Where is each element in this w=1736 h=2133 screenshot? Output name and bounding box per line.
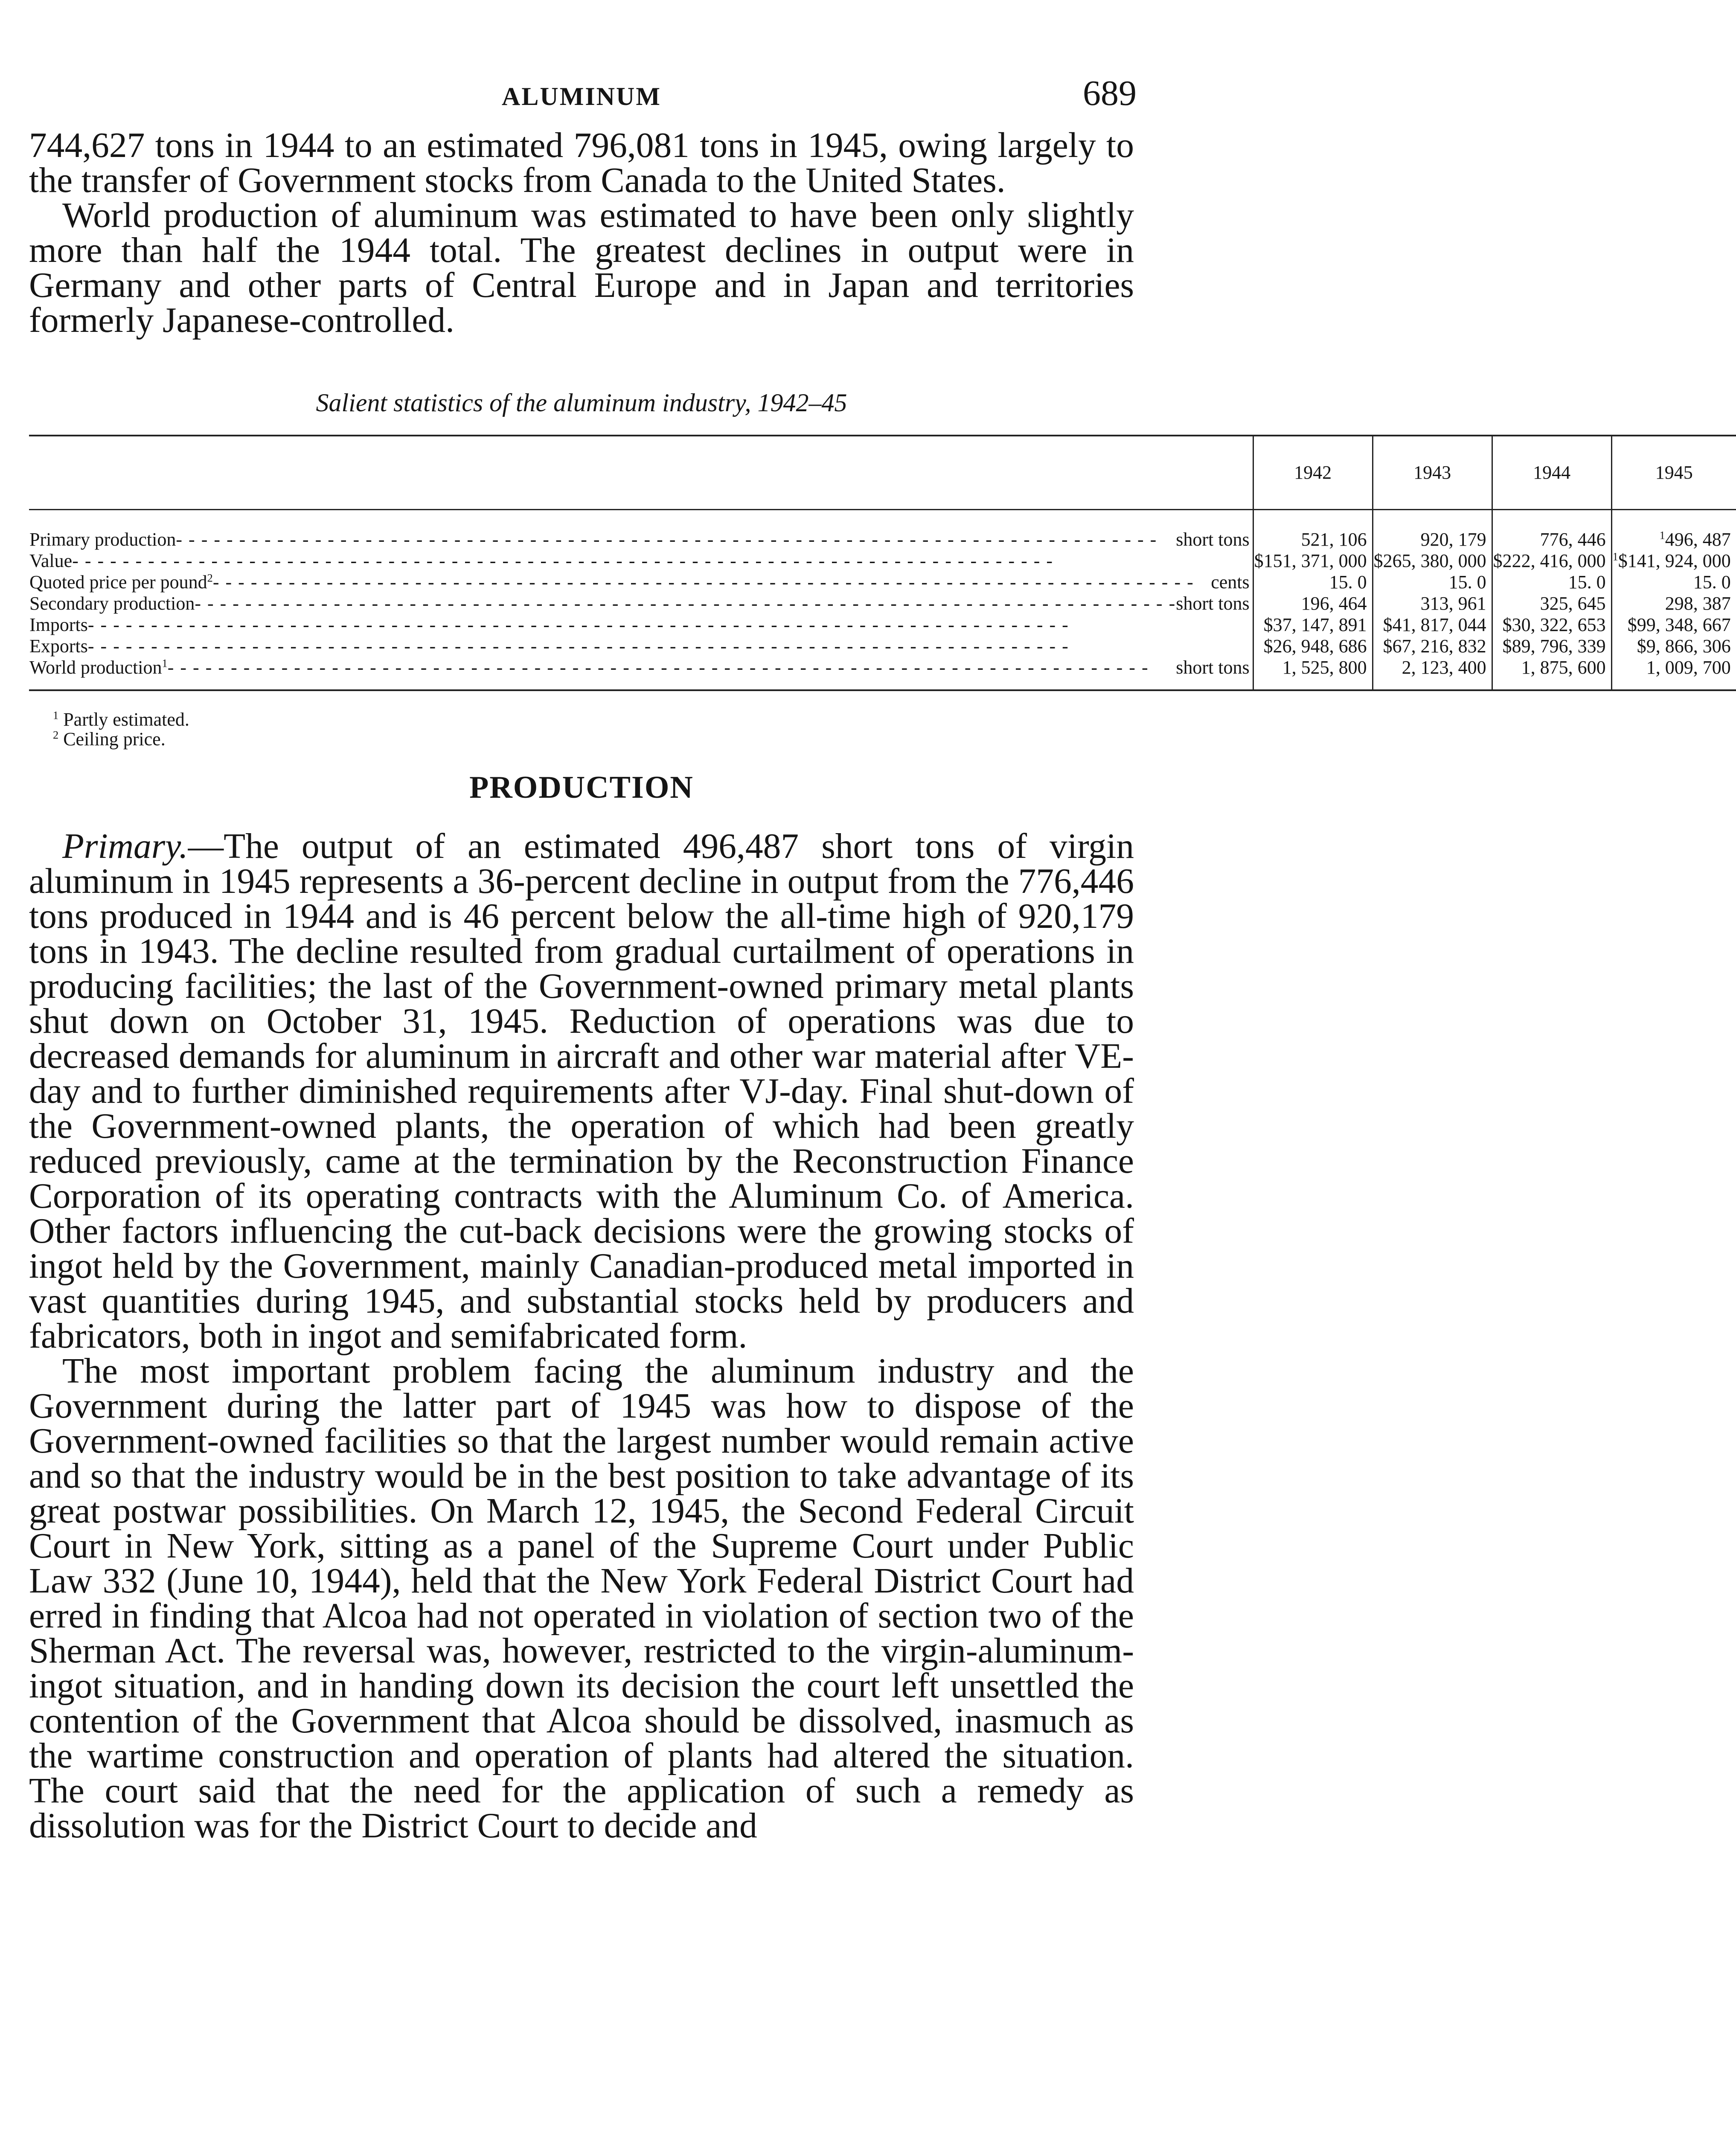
paragraph-lead-primary: Primary. [62,827,188,866]
cell-value: 15. 0 [1373,572,1492,593]
running-title: ALUMINUM [502,82,661,110]
row-label: Primary production - - - short tons [29,510,1253,551]
document-page [29,64,1731,1845]
table-row [29,572,1736,593]
cell-value: $9, 866, 306 [1611,636,1736,657]
row-label: Quoted price per pound$^2$ - - - cents [29,572,1253,593]
row-label: World production$^1$ - - - short tons [29,657,1253,690]
cell-value: 15. 0 [1253,572,1373,593]
production-paragraph-1 [29,829,1134,1354]
table-row [29,657,1736,690]
cell-value: $89, 796, 339 [1492,636,1611,657]
cell-value: $265, 380, 000 [1373,550,1492,572]
salient-statistics-table [29,435,1736,691]
column-header-1943: 1943 [1373,436,1492,510]
footnote-1: $^1$ Partly estimated. [53,709,189,730]
cell-value: 1, 009, 700 [1611,657,1736,690]
cell-value: $222, 416, 000 [1492,550,1611,572]
intro-paragraph-1: 744,627 tons in 1944 to an estimated 796,081 tons in 1945, owing largely to the transfer of Government stocks from Canada to the United States. [29,126,1134,200]
table-row [29,593,1736,614]
cell-value: $99, 348, 667 [1611,614,1736,636]
table-row [29,614,1736,636]
cell-value: $37, 147, 891 [1253,614,1373,636]
table-row [29,550,1736,572]
table-body [29,510,1736,691]
row-label: Secondary production - - - short tons [29,593,1253,614]
table-footnotes [53,710,1134,749]
table-caption: Salient statistics of the aluminum industry, 1942–45 [316,389,847,417]
table-row [29,636,1736,657]
cell-value: 1, 525, 800 [1253,657,1373,690]
cell-value: $67, 216, 832 [1373,636,1492,657]
cell-value: 298, 387 [1611,593,1736,614]
page-number: 689 [1083,73,1137,113]
cell-value: 521, 106 [1253,510,1373,551]
row-label: Exports - - - [29,636,1253,657]
cell-value: 2, 123, 400 [1373,657,1492,690]
row-label: Imports - - - [29,614,1253,636]
column-header-1945: 1945 [1611,436,1736,510]
production-paragraph-2: The most important problem facing the aluminum industry and the Government during the latter part of 1945 was how to dispose of the Government-owned facilities so that the largest number would remain active and so that the industry would be in the best position to take advantage of its great postwar possibilities. On March 12, 1945, the Second Federal Circuit Court in New York, sitting as a panel of the Supreme Court under Public Law 332 (June 10, 1944), held that the New York Federal District Court had erred in finding that Alcoa had not operated in violation of section two of the Sherman Act. The reversal was, however, restricted to the virgin-aluminum-ingot situation, and in handing down its decision the court left unsettled the contention of the Government that Alcoa should be dissolved, inasmuch as the wartime construction and operation of plants had altered the situation. The court said that the need for the application of such a remedy as dissolution was for the District Court to decide and [29,1351,1134,1845]
column-header-1942: 1942 [1253,436,1373,510]
intro-paragraph-2: World production of aluminum was estimated to have been only slightly more than half the 1944 total. The greatest declines in output were in Germany and other parts of Central Europe and in Japan and territories formerly Japanese-controlled. [29,196,1134,340]
cell-value: $30, 322, 653 [1492,614,1611,636]
table-row [29,510,1736,551]
cell-value: 15. 0 [1611,572,1736,593]
cell-value: 1, 875, 600 [1492,657,1611,690]
cell-value: 776, 446 [1492,510,1611,551]
section-heading: PRODUCTION [469,770,694,805]
cell-value: $151, 371, 000 [1253,550,1373,572]
row-label: Value - - - [29,550,1253,572]
footnote-2: $^2$ Ceiling price. [53,728,166,750]
running-header [29,64,1137,128]
cell-value: 313, 961 [1373,593,1492,614]
cell-value: $41, 817, 044 [1373,614,1492,636]
table-header-row [29,436,1736,510]
cell-value: $^1$\$141, 924, 000 [1611,550,1736,572]
column-header-1944: 1944 [1492,436,1611,510]
cell-value: 920, 179 [1373,510,1492,551]
table-header-blank [29,436,1253,510]
cell-value: $26, 948, 686 [1253,636,1373,657]
cell-value: $^1$496, 487 [1611,510,1736,551]
cell-value: 196, 464 [1253,593,1373,614]
cell-value: 15. 0 [1492,572,1611,593]
paragraph-1-text: —The output of an estimated 496,487 short tons of virgin aluminum in 1945 represents a 36-percent decline in output from the 776,446 tons produced in 1944 and is 46 percent below the all-time high of 920,179 tons in 1943. The decline resulted from gradual curtailment of operations in producing facilities; the last of the Government-owned primary metal plants shut down on October 31, 1945. Reduction of operations was due to decreased demands for aluminum in aircraft and other war material after VE-day and to further diminished requirements after VJ-day. Final shut-down of the Government-owned plants, the operation of which had been greatly reduced previously, came at the termination by the Reconstruction Finance Corporation of its operating contracts with the Aluminum Co. of America. Other factors influencing the cut-back decisions were the growing stocks of ingot held by the Government, mainly Canadian-produced metal imported in vast quantities during 1945, and substantial stocks held by producers and fabricators, both in ingot and semifabricated form. [29,827,1134,1356]
cell-value: 325, 645 [1492,593,1611,614]
